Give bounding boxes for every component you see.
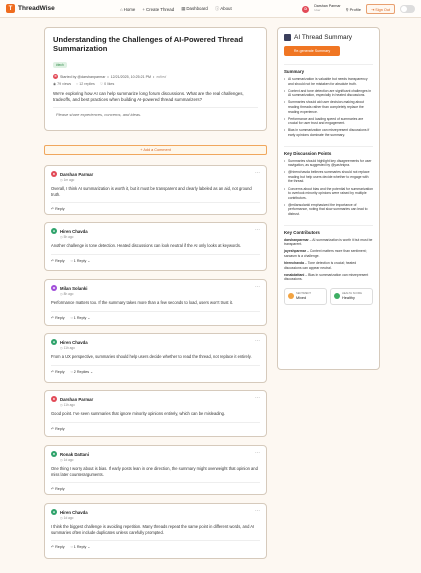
comment-actions [51,422,260,431]
reply-button[interactable]: ↶ Reply [51,207,65,212]
reply-icon: ↶ [51,426,56,431]
comment-header [51,339,260,345]
replies-toggle[interactable]: ◌ 1 Reply ⌄ [70,315,91,320]
comment-card [44,222,267,271]
user-info [314,5,340,12]
eye-icon: ◉ [53,82,58,87]
summary-item: • Bias in summarization can misrepresent discussions if early opinions dominate the summary. [284,128,373,137]
key-points-heading: Key Discussion Points [284,146,373,156]
contributor-item [284,249,373,258]
health-icon [334,293,340,299]
comment-card [44,445,267,495]
comment-avatar: H [52,229,56,233]
comment-text: I think the biggest challenge is avoiding repetition. Many threads repeat the same point in different words, and AI summaries often include duplicates unless carefully prompted. [51,524,255,535]
reply-icon: ↶ [51,315,56,320]
comment-time: ◷ 8h ago [60,292,74,296]
comment-card [44,333,267,383]
comment-header [51,396,260,402]
brand-name: ThreadWise [18,5,55,12]
comment-card [44,503,267,559]
comment-avatar: H [52,340,56,344]
thread-meta [53,74,258,79]
plus-icon: + [142,6,145,12]
posted-by: Started by @darshanparmar [60,74,106,79]
comment-author[interactable]: Hiren Chavda [60,509,88,515]
edited-label: edited [156,74,167,79]
ai-summary-header [284,34,373,41]
likes-count[interactable]: ♡ 0 likes [99,82,115,87]
health-value: Healthy [342,295,355,300]
chevron-down-icon: ⌄ [86,315,91,320]
comment-avatar: D [52,397,56,401]
comment-actions [51,254,260,263]
contributor-name[interactable]: hirenchavda [284,260,304,265]
dashboard-icon: ▦ [181,6,186,11]
ai-summary-title: AI Thread Summary [294,34,353,41]
comment-header [51,509,260,515]
reply-icon: ↶ [51,545,56,550]
replies-toggle[interactable]: ◌ 2 Replies ⌄ [70,369,94,374]
contributor-item [284,273,373,282]
comment-text: Overall, I think AI summarization is worth it, but it must be transparent and clearly labeled as an aid, not ground truth. [51,186,252,197]
clock-icon: ◷ [60,292,64,296]
chevron-down-icon: ⌄ [86,258,91,263]
clock-icon: ◷ [60,178,64,182]
sentiment-label: SENTIMENT [296,292,311,296]
reply-button[interactable]: ↶ Reply [51,545,65,550]
ai-icon [284,34,291,41]
summary-heading: Summary [284,64,373,74]
sentiment-value: Mixed [296,295,307,300]
comment-icon: ◌ [70,545,74,550]
comment-text: From a UX perspective, summaries should help users decide whether to read the thread, not replace it entirely. [51,354,252,359]
clock-icon: ◷ [60,516,64,520]
signout-icon: ⇥ [370,7,376,12]
nav-dashboard[interactable]: ▦Dashboard [181,6,208,11]
profile-link[interactable]: ⚲ Profile [345,6,361,12]
more-options-icon[interactable]: ⋯ [255,284,260,290]
comment-header [51,171,260,177]
contributor-item [284,261,373,270]
contributor-note: – Tone detection is crucial; heated discussions can appear neutral. [284,260,357,270]
contributor-note: – Context matters more than sentiment; sarcasm is a challenge. [284,249,367,258]
comment-actions [51,482,260,491]
sentiment-tile [284,288,327,305]
info-icon: ⓘ [214,6,220,11]
comment-icon: ◌ [70,369,74,374]
dot-separator: • [153,74,155,79]
home-icon: ⌂ [120,6,123,12]
author-avatar: D [54,75,57,79]
comment-actions [51,311,260,320]
comment-avatar: R [52,452,56,456]
contributors-heading: Key Contributors [284,225,373,235]
comment-author[interactable]: Darshan Parmar [60,171,94,177]
comment-time: ◷ 1d ago [60,516,74,520]
user-role: User [314,8,321,13]
nav-links [120,0,232,18]
replies-toggle[interactable]: ◌ 1 Reply ⌄ [70,258,91,263]
reply-button[interactable]: ↶ Reply [51,315,65,320]
replies-toggle[interactable]: ◌ 1 Reply ⌄ [70,545,91,550]
chevron-down-icon: ⌄ [86,545,91,550]
replies-count: ◌ 12 replies [76,82,95,87]
nav-about[interactable]: ⓘAbout [214,6,232,11]
ai-summary-panel [277,27,380,370]
comment-text: Good point. I've seen summaries that ignore minority opinions entirely, which can be misleading. [51,411,226,416]
theme-toggle[interactable] [400,5,415,13]
user-icon: ⚲ [345,6,350,12]
contributor-name[interactable]: ronakdattani [284,272,305,277]
more-options-icon[interactable]: ⋯ [255,450,260,456]
key-point-item: • @milansolanki emphasized the importance of performance, noting that slow summaries can lead to distrust. [284,203,373,217]
comment-author[interactable]: Hiren Chavda [60,339,88,345]
dot-separator: • [107,74,109,79]
thread-card [44,27,267,131]
reply-button[interactable]: ↶ Reply [51,369,65,374]
nav-create-thread[interactable]: +Create Thread [142,6,175,12]
comment-text: Another challenge is tone detection. Heated discussions can look neutral if the AI only looks at keywords. [51,243,242,248]
regenerate-summary-button[interactable]: Re-generate Summary [284,46,340,56]
summary-tiles [284,288,373,305]
more-options-icon[interactable]: ⋯ [255,395,260,401]
clock-icon: ◷ [60,346,64,350]
comment-actions [51,365,260,374]
key-point-item: • Summaries should highlight key disagreements for user navigation, as suggested by @yashnipra. [284,159,373,168]
thread-tag[interactable]: #tech [53,62,67,68]
logo-mark: T [6,4,15,13]
nav-home[interactable]: ⌂Home [120,6,136,12]
chevron-down-icon: ⌄ [89,369,94,374]
comment-text: One thing I worry about is bias. If early posts lean in one direction, the summary might overweight that opinion and miss later counterarguments. [51,466,258,477]
summary-list [284,77,373,138]
comment-time: ◷ 11h ago [60,346,75,350]
comment-author[interactable]: Ronak Dattani [60,451,89,457]
clock-icon: ◷ [60,235,64,239]
comment-card [44,165,267,215]
contributors-list [284,238,373,282]
thread-quote: Please share experiences, concerns, and ideas. [53,107,258,117]
comment-header [51,451,260,457]
reply-button[interactable]: ↶ Reply [51,258,65,263]
summary-item: • Performance and loading speed of summaries are crucial for user trust and engagement. [284,117,373,126]
comment-actions [51,202,260,211]
comment-header [51,285,260,291]
comment-author[interactable]: Milan Solanki [60,285,88,291]
comment-author[interactable]: Hiren Chavda [60,228,88,234]
comment-avatar: D [52,172,56,176]
clock-icon: ◷ [60,458,64,462]
reply-icon: ↶ [51,207,56,212]
comment-text: Performance matters too. If the summary takes more than a few seconds to load, users won't trust it. [51,300,233,305]
comment-time: ◷ 5h ago [60,235,74,239]
more-options-icon[interactable]: ⋯ [255,170,260,176]
thread-stats [53,82,258,86]
comment-icon: ◌ [70,258,74,263]
comment-card [44,279,267,326]
clock-icon: ◷ [60,403,64,407]
views-count: ◉ 79 views [53,82,72,87]
key-point-item: • Concerns about bias and the potential for summarization to overlook minority opinions were raised by multiple contributors. [284,187,373,201]
comment-card [44,390,267,437]
comment-icon: ◌ [76,82,80,87]
signout-button[interactable]: ⇥ Sign Out [366,4,395,14]
more-options-icon[interactable]: ⋯ [255,227,260,233]
post-date: 12/21/2025, 10:25:21 PM [110,74,152,79]
reply-icon: ↶ [51,258,56,263]
key-point-item: • @hirenchavda believes summaries should not replace reading but help users decide whether to engage with the thread. [284,170,373,184]
heart-icon: ♡ [99,82,105,87]
contributor-name[interactable]: darshanparmar [284,237,309,242]
user-name: Darshan Parmar [314,4,341,9]
more-options-icon[interactable]: ⋯ [255,338,260,344]
comment-avatar: M [52,286,56,290]
contributor-item [284,238,373,247]
comment-icon: ◌ [70,315,74,320]
top-nav [0,0,421,18]
reply-button[interactable]: ↶ Reply [51,426,65,431]
sentiment-icon [288,293,294,299]
key-points-list [284,159,373,217]
user-avatar[interactable]: D [302,6,309,13]
comment-avatar: H [52,510,56,514]
summary-item: • AI summarization is valuable but needs transparency and should not be mistaken for absolute truth. [284,77,373,86]
nav-user-area [302,0,415,18]
summary-item: • Context and tone detection are significant challenges in AI summarization, especially in heated discussions. [284,89,373,98]
more-options-icon[interactable]: ⋯ [255,508,260,514]
reply-button[interactable]: ↶ Reply [51,487,65,492]
health-tile [330,288,373,305]
thread-body: We're exploring how AI can help summarize long forum discussions. What are the real challenges, tradeoffs, and best practices when building AI-powered thread summarizers? [53,91,244,103]
reply-icon: ↶ [51,487,56,492]
summary-item: • Summaries should aid user decision-making about reading threads rather than completely replace the reading experience. [284,100,373,114]
contributor-name[interactable]: jayeshparmar [284,249,307,254]
reply-icon: ↶ [51,369,56,374]
add-comment-button[interactable]: + Add a Comment [44,145,267,155]
contributor-note: – AI summarization is worth it but must be transparent. [284,237,373,247]
contributor-note: – Bias in summarization can misrepresent discussions. [284,272,369,282]
comment-time: ◷ 1m ago [60,178,75,182]
health-label: HEALTH SCORE [342,292,362,296]
comment-time: ◷ 11h ago [60,403,75,407]
comment-author[interactable]: Darshan Parmar [60,396,94,402]
logo[interactable] [6,4,55,13]
comment-actions [51,540,260,549]
comment-time: ◷ 1d ago [60,458,74,462]
comment-header [51,228,260,234]
thread-title: Understanding the Challenges of AI-Powered Thread Summarization [53,35,244,54]
